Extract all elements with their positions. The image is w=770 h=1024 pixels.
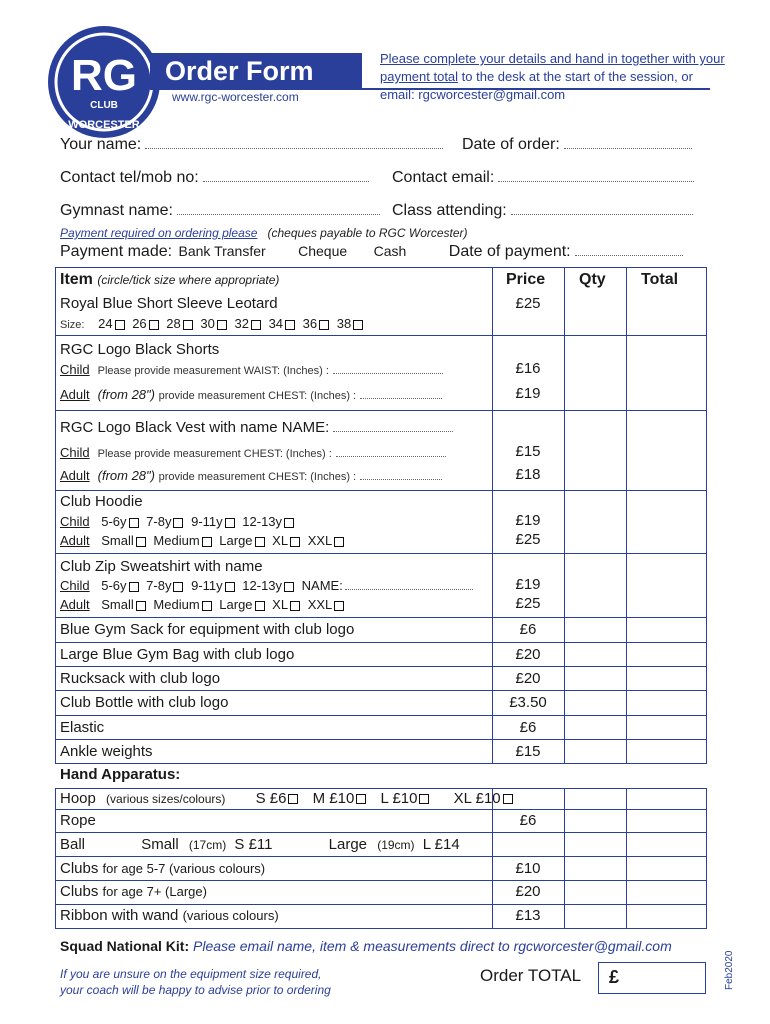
item-hint: (circle/tick size where appropriate)	[97, 273, 280, 287]
zip-child-price: £19	[515, 576, 541, 593]
class-attending-field[interactable]	[392, 202, 693, 220]
size-38-checkbox[interactable]	[353, 320, 363, 330]
payment-option-cheque[interactable]: Cheque	[298, 243, 348, 259]
hoodie-small-checkbox[interactable]	[136, 537, 146, 547]
price-header: Price	[506, 271, 546, 288]
shorts-child-row: Child Please provide measurement WAIST: (Inches) :	[60, 362, 443, 377]
shorts-adult-price: £19	[515, 385, 541, 402]
size-30-checkbox[interactable]	[217, 320, 227, 330]
ball-row: Ball Small (17cm) S £11 Large (19cm) L £14	[60, 836, 460, 853]
your-name-field[interactable]	[60, 136, 443, 154]
shorts-child-price: £16	[515, 360, 541, 377]
bottle-price: £3.50	[509, 694, 547, 711]
contact-tel-field[interactable]	[60, 169, 369, 187]
zip-12-13y-checkbox[interactable]	[284, 582, 294, 592]
vest-name-input[interactable]	[333, 420, 453, 432]
size-advice: If you are unsure on the equipment size required, your coach will be happy to advise prior to ordering	[60, 967, 331, 997]
zip-medium-checkbox[interactable]	[202, 601, 212, 611]
bottle-title: Club Bottle with club logo	[60, 694, 229, 711]
gym-bag-title: Large Blue Gym Bag with club logo	[60, 646, 295, 663]
zip-child-row: Child 5-6y 7-8y 9-11y 12-13y NAME:	[60, 578, 473, 593]
hoodie-medium-checkbox[interactable]	[202, 537, 212, 547]
vest-title: RGC Logo Black Vest with name NAME:	[60, 419, 453, 436]
zip-9-11y-checkbox[interactable]	[225, 582, 235, 592]
shorts-title: RGC Logo Black Shorts	[60, 341, 220, 358]
contact-email-field[interactable]	[392, 169, 694, 187]
payment-note	[60, 226, 468, 240]
clubs-senior-row: Clubs for age 7+ (Large)	[60, 883, 207, 900]
zip-small-checkbox[interactable]	[136, 601, 146, 611]
gym-bag-price: £20	[515, 646, 541, 663]
hoodie-7-8y-checkbox[interactable]	[173, 518, 183, 528]
page-title: Order Form	[165, 56, 314, 86]
hoodie-12-13y-checkbox[interactable]	[284, 518, 294, 528]
zip-name-input[interactable]	[345, 578, 473, 590]
rucksack-title: Rucksack with club logo	[60, 670, 221, 687]
payment-made-label: Payment made:	[60, 243, 173, 260]
payment-option-bank[interactable]: Bank Transfer	[178, 243, 266, 259]
date-of-payment-field[interactable]	[575, 244, 683, 256]
ankle-weights-title: Ankle weights	[60, 743, 153, 760]
rope-price: £6	[519, 812, 537, 829]
elastic-title: Elastic	[60, 719, 105, 736]
rgc-logo	[44, 22, 164, 142]
intro-rest: to the desk at the start of the session, or email: rgcworcester@gmail.com	[380, 69, 693, 102]
vest-adult-chest-input[interactable]	[360, 468, 442, 480]
logo-letters: RG	[71, 51, 137, 100]
date-of-payment-label: Date of payment:	[448, 243, 571, 260]
ankle-weights-price: £15	[515, 743, 541, 760]
gymnast-name-field[interactable]	[60, 202, 380, 220]
zip-title: Club Zip Sweatshirt with name	[60, 558, 263, 575]
logo-city: WORCESTER	[68, 119, 140, 131]
hoop-s-checkbox[interactable]	[288, 794, 298, 804]
edition-label: Feb2020	[724, 950, 735, 990]
payment-row	[60, 243, 683, 261]
order-total-label: Order TOTAL	[480, 966, 582, 985]
your-name-label: Your name:	[60, 136, 142, 153]
clubs-junior-row: Clubs for age 5-7 (various colours)	[60, 860, 266, 877]
payment-option-cash[interactable]: Cash	[373, 243, 407, 259]
size-34-checkbox[interactable]	[285, 320, 295, 330]
leotard-title: Royal Blue Short Sleeve Leotard	[60, 295, 278, 312]
hoop-row: Hoop (various sizes/colours) S £6 M £10 L £10 XL £10	[60, 790, 517, 807]
gym-sack-price: £6	[519, 621, 537, 638]
intro-underlined: Please complete your details and hand in together with your payment total	[380, 51, 725, 84]
vest-adult-row: Adult (from 28") provide measurement CHEST: (Inches) :	[60, 468, 442, 483]
zip-5-6y-checkbox[interactable]	[129, 582, 139, 592]
vest-adult-price: £18	[515, 466, 541, 483]
size-28-checkbox[interactable]	[183, 320, 193, 330]
currency-symbol: £	[609, 967, 620, 987]
date-of-order-field[interactable]	[462, 136, 692, 154]
gym-sack-title: Blue Gym Sack for equipment with club logo	[60, 621, 355, 638]
squad-national-kit: Squad National Kit: Please email name, item & measurements direct to rgcworcester@gmail.com	[60, 938, 672, 954]
hand-apparatus-heading: Hand Apparatus:	[60, 766, 181, 783]
shorts-adult-row: Adult (from 28") provide measurement CHEST: (Inches) :	[60, 387, 442, 402]
leotard-sizes: Size: 24 26 28 30 32 34 36 38	[60, 316, 367, 331]
zip-xl-checkbox[interactable]	[290, 601, 300, 611]
contact-tel-label: Contact tel/mob no:	[60, 169, 199, 186]
vest-child-chest-input[interactable]	[336, 445, 446, 457]
ribbon-row: Ribbon with wand (various colours)	[60, 907, 279, 924]
website-link[interactable]: www.rgc-worcester.com	[172, 90, 299, 104]
size-26-checkbox[interactable]	[149, 320, 159, 330]
zip-adult-row: Adult Small Medium Large XL XXL	[60, 597, 348, 612]
class-attending-label: Class attending:	[392, 202, 507, 219]
vest-child-row: Child Please provide measurement CHEST: (Inches) :	[60, 445, 446, 460]
footer-rule	[55, 928, 707, 929]
logo-club: CLUB	[90, 100, 118, 111]
payment-note-rest: (cheques payable to RGC Worcester)	[267, 226, 468, 240]
shorts-chest-input[interactable]	[360, 387, 442, 399]
order-total-box[interactable]	[598, 962, 706, 994]
hoodie-xl-checkbox[interactable]	[290, 537, 300, 547]
hoodie-child-row: Child 5-6y 7-8y 9-11y 12-13y	[60, 514, 298, 529]
hoop-l-checkbox[interactable]	[419, 794, 429, 804]
hoodie-child-price: £19	[515, 512, 541, 529]
hoodie-xxl-checkbox[interactable]	[334, 537, 344, 547]
zip-7-8y-checkbox[interactable]	[173, 582, 183, 592]
leotard-price: £25	[515, 295, 541, 312]
zip-xxl-checkbox[interactable]	[334, 601, 344, 611]
date-of-order-label: Date of order:	[462, 136, 560, 153]
intro-text	[380, 50, 730, 104]
gymnast-name-label: Gymnast name:	[60, 202, 173, 219]
size-36-checkbox[interactable]	[319, 320, 329, 330]
size-32-checkbox[interactable]	[251, 320, 261, 330]
hoodie-5-6y-checkbox[interactable]	[129, 518, 139, 528]
hoodie-title: Club Hoodie	[60, 493, 143, 510]
zip-adult-price: £25	[515, 595, 541, 612]
clubs-junior-price: £10	[515, 860, 541, 877]
hoodie-adult-price: £25	[515, 531, 541, 548]
vest-child-price: £15	[515, 443, 541, 460]
total-header: Total	[641, 271, 679, 288]
clubs-senior-price: £20	[515, 883, 541, 900]
hoodie-large-checkbox[interactable]	[255, 537, 265, 547]
payment-note-underlined: Payment required on ordering please	[60, 226, 258, 240]
ribbon-price: £13	[515, 907, 541, 924]
contact-email-label: Contact email:	[392, 169, 495, 186]
hoodie-adult-row: Adult Small Medium Large XL XXL	[60, 533, 348, 548]
shorts-waist-input[interactable]	[333, 362, 443, 374]
hoodie-9-11y-checkbox[interactable]	[225, 518, 235, 528]
elastic-price: £6	[519, 719, 537, 736]
zip-large-checkbox[interactable]	[255, 601, 265, 611]
size-24-checkbox[interactable]	[115, 320, 125, 330]
rope-title: Rope	[60, 812, 96, 829]
item-header: Item (circle/tick size where appropriate)	[60, 271, 280, 288]
rucksack-price: £20	[515, 670, 541, 687]
hoop-m-checkbox[interactable]	[356, 794, 366, 804]
qty-header: Qty	[579, 271, 606, 288]
hoop-xl-checkbox[interactable]	[503, 794, 513, 804]
